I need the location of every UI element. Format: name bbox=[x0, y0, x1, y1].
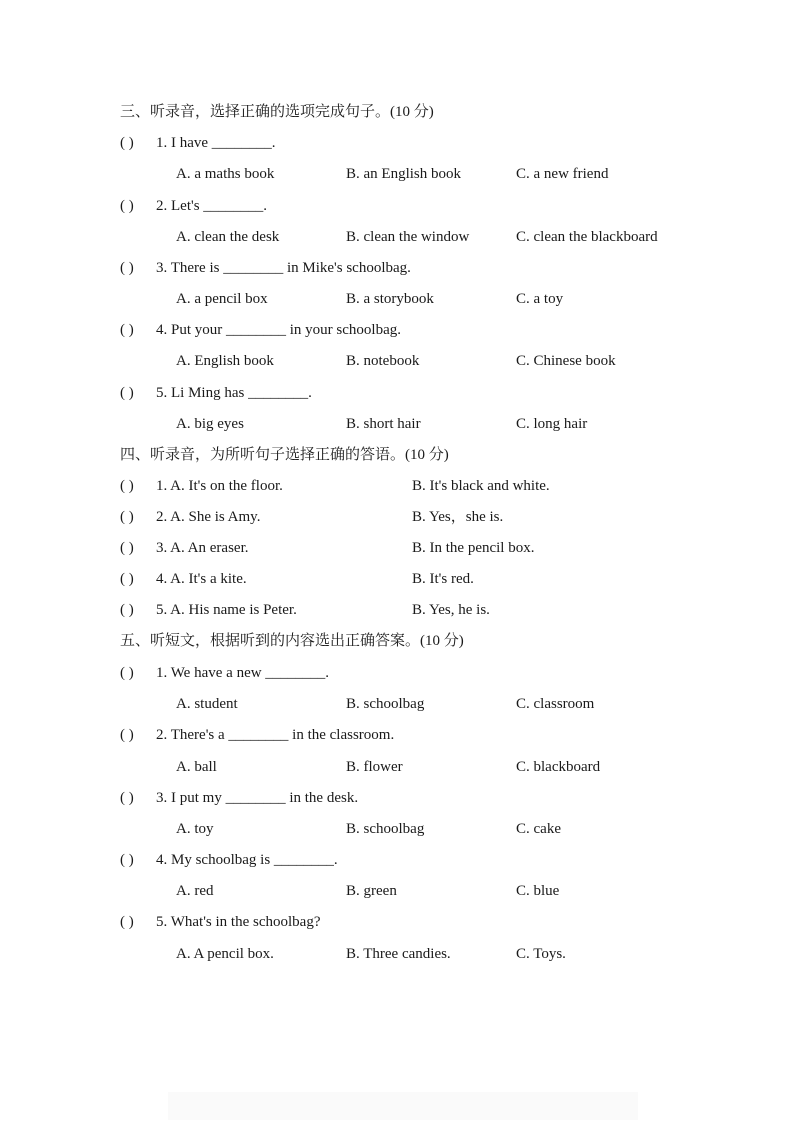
s4-q1-row bbox=[0, 475, 793, 497]
answer-blank[interactable]: ( ) bbox=[120, 322, 134, 338]
response-b: B. It's red. bbox=[412, 571, 474, 587]
s3-q5-row bbox=[0, 382, 793, 404]
s5-q1-row bbox=[0, 662, 793, 684]
option-b: B. clean the window bbox=[346, 229, 470, 245]
option-a: A. red bbox=[176, 883, 214, 899]
s4-q5-row bbox=[0, 599, 793, 621]
s3-q5-options bbox=[0, 413, 793, 435]
question-text: 5. Li Ming has ________. bbox=[156, 385, 312, 401]
question-text: 3. I put my ________ in the desk. bbox=[156, 790, 359, 806]
s3-q3-row bbox=[0, 257, 793, 279]
s3-q4-row bbox=[0, 319, 793, 341]
question-text: 1. We have a new ________. bbox=[156, 665, 330, 681]
s3-q1-row bbox=[0, 132, 793, 154]
s5-q5-options bbox=[0, 943, 793, 965]
section5-heading: 五、听短文，根据听到的内容选出正确答案。(10 分) bbox=[120, 633, 464, 649]
option-c: C. blackboard bbox=[516, 759, 601, 775]
option-b: B. an English book bbox=[346, 166, 461, 182]
option-b: B. notebook bbox=[346, 353, 420, 369]
s5-q2-options bbox=[0, 756, 793, 778]
question-text: 2. There's a ________ in the classroom. bbox=[156, 727, 395, 743]
answer-blank[interactable]: ( ) bbox=[120, 260, 134, 276]
section5-heading-row bbox=[0, 630, 793, 652]
option-c: C. cake bbox=[516, 821, 561, 837]
response-b: B. Yes，she is. bbox=[412, 509, 504, 525]
response-a: 3. A. An eraser. bbox=[156, 540, 249, 556]
answer-blank[interactable]: ( ) bbox=[120, 509, 134, 525]
response-b: B. In the pencil box. bbox=[412, 540, 535, 556]
s3-q4-options bbox=[0, 350, 793, 372]
footer-shade bbox=[168, 1092, 638, 1120]
option-a: A. clean the desk bbox=[176, 229, 280, 245]
answer-blank[interactable]: ( ) bbox=[120, 135, 134, 151]
s4-q4-row bbox=[0, 568, 793, 590]
answer-blank[interactable]: ( ) bbox=[120, 571, 134, 587]
option-b: B. schoolbag bbox=[346, 821, 425, 837]
answer-blank[interactable]: ( ) bbox=[120, 790, 134, 806]
option-a: A. ball bbox=[176, 759, 217, 775]
question-text: 5. What's in the schoolbag? bbox=[156, 914, 321, 930]
option-c: C. a toy bbox=[516, 291, 564, 307]
answer-blank[interactable]: ( ) bbox=[120, 602, 134, 618]
s5-q5-row bbox=[0, 911, 793, 933]
response-a: 5. A. His name is Peter. bbox=[156, 602, 297, 618]
option-c: C. clean the blackboard bbox=[516, 229, 658, 245]
response-a: 2. A. She is Amy. bbox=[156, 509, 261, 525]
s5-q4-row bbox=[0, 849, 793, 871]
question-text: 3. There is ________ in Mike's schoolbag. bbox=[156, 260, 411, 276]
answer-blank[interactable]: ( ) bbox=[120, 914, 134, 930]
option-b: B. Three candies. bbox=[346, 946, 451, 962]
section3-heading-row bbox=[0, 101, 793, 123]
s5-q2-row bbox=[0, 724, 793, 746]
response-b: B. Yes, he is. bbox=[412, 602, 490, 618]
question-text: 4. Put your ________ in your schoolbag. bbox=[156, 322, 401, 338]
response-a: 4. A. It's a kite. bbox=[156, 571, 247, 587]
option-a: A. a pencil box bbox=[176, 291, 268, 307]
answer-blank[interactable]: ( ) bbox=[120, 478, 134, 494]
option-c: C. classroom bbox=[516, 696, 595, 712]
option-b: B. short hair bbox=[346, 416, 421, 432]
option-c: C. blue bbox=[516, 883, 560, 899]
s5-q1-options bbox=[0, 693, 793, 715]
response-a: 1. A. It's on the floor. bbox=[156, 478, 283, 494]
section4-heading: 四、听录音，为所听句子选择正确的答语。(10 分) bbox=[120, 447, 449, 463]
answer-blank[interactable]: ( ) bbox=[120, 198, 134, 214]
s3-q2-options bbox=[0, 226, 793, 248]
answer-blank[interactable]: ( ) bbox=[120, 385, 134, 401]
option-a: A. English book bbox=[176, 353, 274, 369]
question-text: 4. My schoolbag is ________. bbox=[156, 852, 338, 868]
s3-q2-row bbox=[0, 195, 793, 217]
option-a: A. A pencil box. bbox=[176, 946, 274, 962]
option-a: A. a maths book bbox=[176, 166, 275, 182]
s4-q2-row bbox=[0, 506, 793, 528]
option-c: C. Toys. bbox=[516, 946, 566, 962]
s3-q3-options bbox=[0, 288, 793, 310]
s5-q3-row bbox=[0, 787, 793, 809]
response-b: B. It's black and white. bbox=[412, 478, 550, 494]
option-c: C. long hair bbox=[516, 416, 588, 432]
option-b: B. flower bbox=[346, 759, 403, 775]
option-b: B. green bbox=[346, 883, 397, 899]
answer-blank[interactable]: ( ) bbox=[120, 665, 134, 681]
s5-q3-options bbox=[0, 818, 793, 840]
s4-q3-row bbox=[0, 537, 793, 559]
question-text: 2. Let's ________. bbox=[156, 198, 268, 214]
section3-heading: 三、听录音，选择正确的选项完成句子。(10 分) bbox=[120, 104, 434, 120]
option-a: A. big eyes bbox=[176, 416, 244, 432]
option-a: A. student bbox=[176, 696, 238, 712]
answer-blank[interactable]: ( ) bbox=[120, 727, 134, 743]
s3-q1-options bbox=[0, 163, 793, 185]
question-text: 1. I have ________. bbox=[156, 135, 276, 151]
option-b: B. a storybook bbox=[346, 291, 434, 307]
option-b: B. schoolbag bbox=[346, 696, 425, 712]
section4-heading-row bbox=[0, 444, 793, 466]
s5-q4-options bbox=[0, 880, 793, 902]
answer-blank[interactable]: ( ) bbox=[120, 852, 134, 868]
option-c: C. Chinese book bbox=[516, 353, 616, 369]
option-c: C. a new friend bbox=[516, 166, 609, 182]
answer-blank[interactable]: ( ) bbox=[120, 540, 134, 556]
option-a: A. toy bbox=[176, 821, 214, 837]
